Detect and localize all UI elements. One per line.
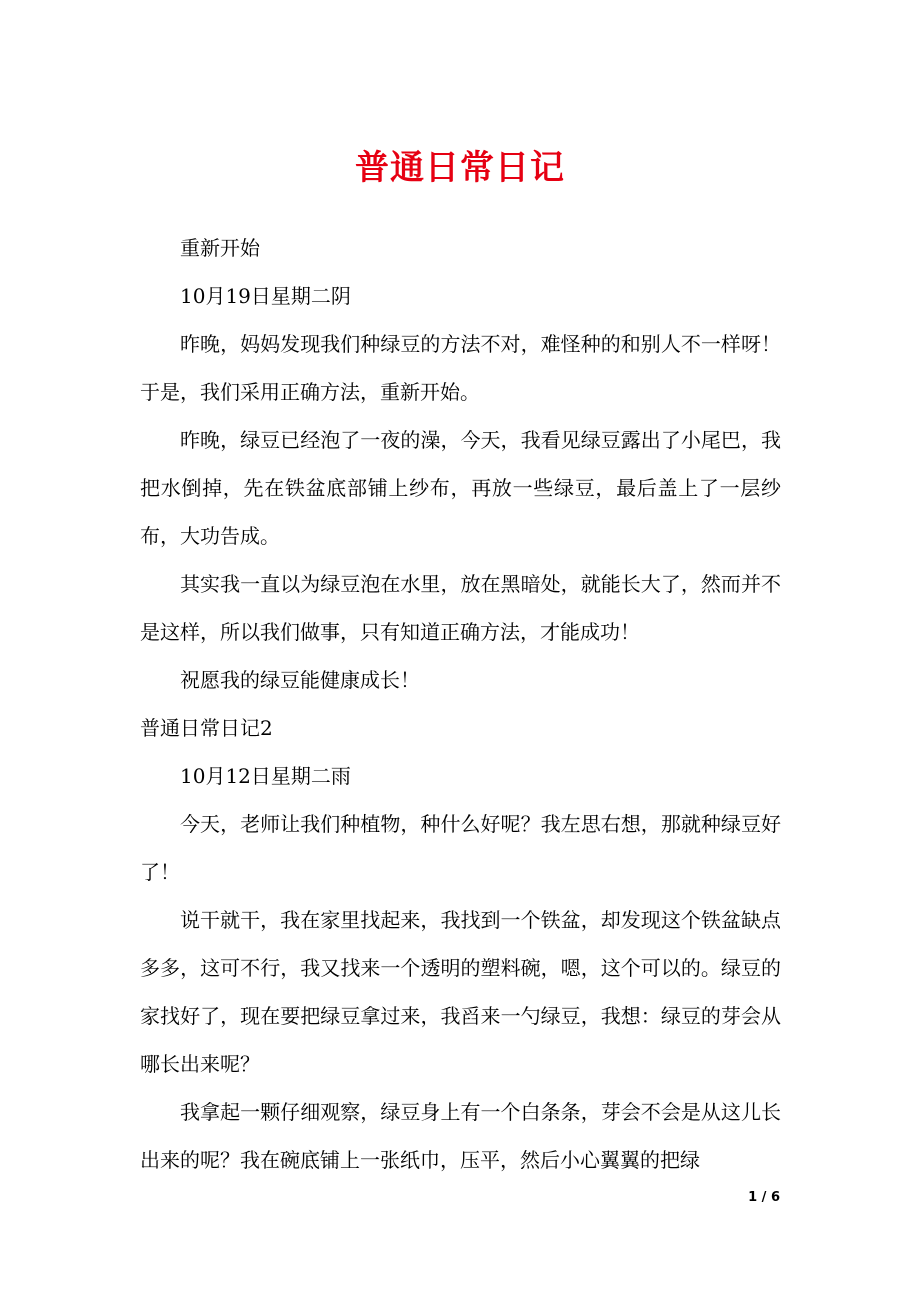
paragraph: 其实我一直以为绿豆泡在水里，放在黑暗处，就能长大了，然而并不是这样，所以我们做事，只有知道正确方法，才能成功！	[140, 572, 781, 644]
document-title: 普通日常日记	[355, 148, 565, 188]
paragraph: 我拿起一颗仔细观察，绿豆身上有一个白条条，芽会不会是从这儿长出来的呢？我在碗底铺上一张纸巾，压平，然后小心翼翼的把绿	[140, 1100, 781, 1172]
paragraph: 祝愿我的绿豆能健康成长！	[180, 668, 420, 692]
paragraph: 昨晚，妈妈发现我们种绿豆的方法不对，难怪种的和别人不一样呀！于是，我们采用正确方法，重新开始。	[140, 332, 781, 404]
document-body	[140, 224, 781, 1184]
paragraph-date: 10月12日星期二雨	[180, 764, 351, 788]
section-heading: 普通日常日记2	[140, 716, 273, 740]
paragraph: 昨晚，绿豆已经泡了一夜的澡，今天，我看见绿豆露出了小尾巴，我把水倒掉，先在铁盆底部铺上纱布，再放一些绿豆，最后盖上了一层纱布，大功告成。	[140, 428, 781, 548]
paragraph: 说干就干，我在家里找起来，我找到一个铁盆，却发现这个铁盆缺点多多，这可不行，我又找来一个透明的塑料碗，嗯，这个可以的。绿豆的家找好了，现在要把绿豆拿过来，我舀来一勺绿豆，我想：绿豆的芽会从哪长出来呢？	[140, 908, 781, 1076]
paragraph-subtitle: 重新开始	[180, 236, 260, 260]
paragraph: 今天，老师让我们种植物，种什么好呢？我左思右想，那就种绿豆好了！	[140, 812, 781, 884]
page-number: 1 / 6	[748, 1190, 780, 1205]
paragraph-date: 10月19日星期二阴	[180, 284, 351, 308]
